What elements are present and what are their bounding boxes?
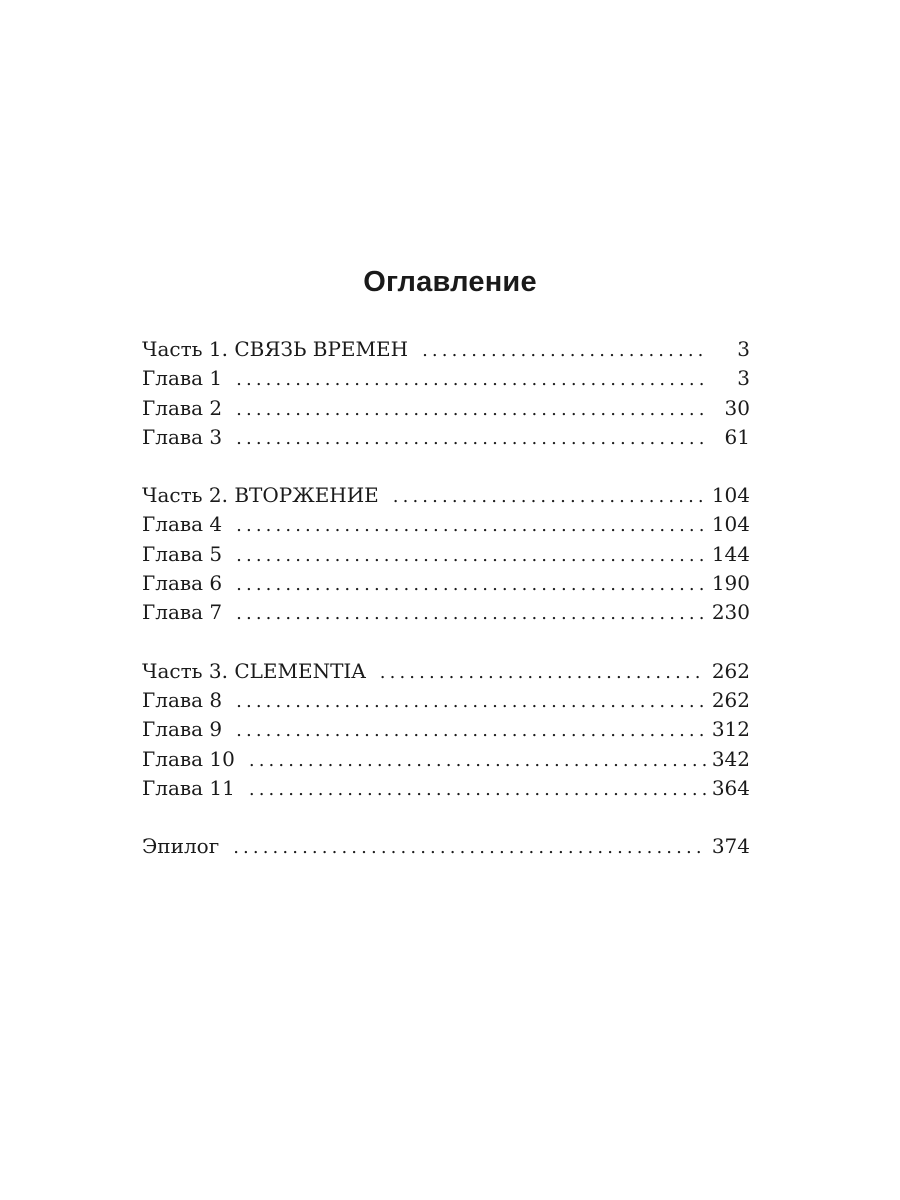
toc-entry-label: Часть 1. СВЯЗЬ ВРЕМЕН (142, 337, 409, 361)
dot-leader (236, 691, 706, 712)
dot-leader (236, 428, 706, 449)
dot-leader (422, 340, 706, 361)
toc-group-part-2 (142, 483, 750, 629)
toc-entry-label: Глава 6 (142, 571, 223, 596)
toc-entry-page: 30 (724, 395, 750, 420)
toc-entry-chapter-2[interactable] (142, 396, 750, 425)
toc-entry-page: 190 (711, 571, 750, 596)
toc-entry-page: 104 (711, 483, 750, 508)
toc-entry-page: 312 (711, 717, 750, 742)
toc-heading: Оглавление (363, 266, 537, 298)
toc-entry-part-1[interactable] (142, 337, 750, 366)
toc-entry-page: 144 (711, 541, 750, 566)
dot-leader (236, 399, 706, 420)
toc-entry-chapter-11[interactable] (142, 776, 750, 805)
toc-entry-page: 364 (711, 775, 750, 800)
toc-entry-chapter-3[interactable] (142, 425, 750, 454)
dot-leader (236, 545, 706, 566)
toc-entry-label: Эпилог (142, 834, 220, 859)
toc-entry-chapter-10[interactable] (142, 747, 750, 776)
toc-entry-page: 230 (711, 600, 750, 625)
toc-entry-label: Глава 9 (142, 717, 223, 742)
dot-leader (380, 662, 706, 683)
toc-entry-label: Глава 2 (142, 395, 223, 420)
toc-entry-label: Глава 4 (142, 512, 223, 537)
toc-entry-chapter-9[interactable] (142, 717, 750, 746)
dot-leader (236, 515, 706, 536)
toc-entry-page: 3 (737, 366, 750, 391)
toc-entry-chapter-4[interactable] (142, 512, 750, 541)
toc-entry-label: Глава 5 (142, 541, 223, 566)
toc-entry-part-3[interactable] (142, 659, 750, 688)
toc-entry-label: Глава 10 (142, 746, 235, 771)
dot-leader (233, 837, 706, 858)
toc-entry-chapter-7[interactable] (142, 600, 750, 629)
toc-entry-chapter-5[interactable] (142, 542, 750, 571)
toc-entry-epilogue[interactable] (142, 834, 750, 863)
toc-entry-page: 262 (711, 658, 750, 683)
toc-entry-part-2[interactable] (142, 483, 750, 512)
toc-entry-label: Глава 7 (142, 600, 223, 625)
table-of-contents (142, 337, 750, 892)
toc-entry-label: Глава 11 (142, 775, 235, 800)
toc-entry-page: 374 (711, 834, 750, 859)
toc-entry-label: Глава 8 (142, 687, 223, 712)
dot-leader (236, 720, 706, 741)
toc-entry-page: 262 (711, 687, 750, 712)
toc-entry-label: Глава 1 (142, 366, 223, 391)
toc-entry-page: 342 (711, 746, 750, 771)
dot-leader (236, 603, 706, 624)
toc-entry-label: Глава 3 (142, 424, 223, 449)
toc-group-part-1 (142, 337, 750, 454)
toc-entry-label: Часть 3. CLEMENTIA (142, 658, 366, 683)
toc-group-epilogue (142, 834, 750, 863)
dot-leader (236, 369, 706, 390)
dot-leader (249, 779, 706, 800)
toc-entry-page: 104 (711, 512, 750, 537)
toc-entry-chapter-8[interactable] (142, 688, 750, 717)
dot-leader (249, 750, 706, 771)
toc-entry-chapter-6[interactable] (142, 571, 750, 600)
dot-leader (236, 574, 706, 595)
dot-leader (393, 486, 706, 507)
toc-group-part-3 (142, 659, 750, 805)
toc-entry-chapter-1[interactable] (142, 366, 750, 395)
toc-entry-label: Часть 2. ВТОРЖЕНИЕ (142, 483, 379, 508)
toc-entry-page: 61 (724, 424, 750, 449)
toc-entry-page: 3 (737, 337, 750, 361)
